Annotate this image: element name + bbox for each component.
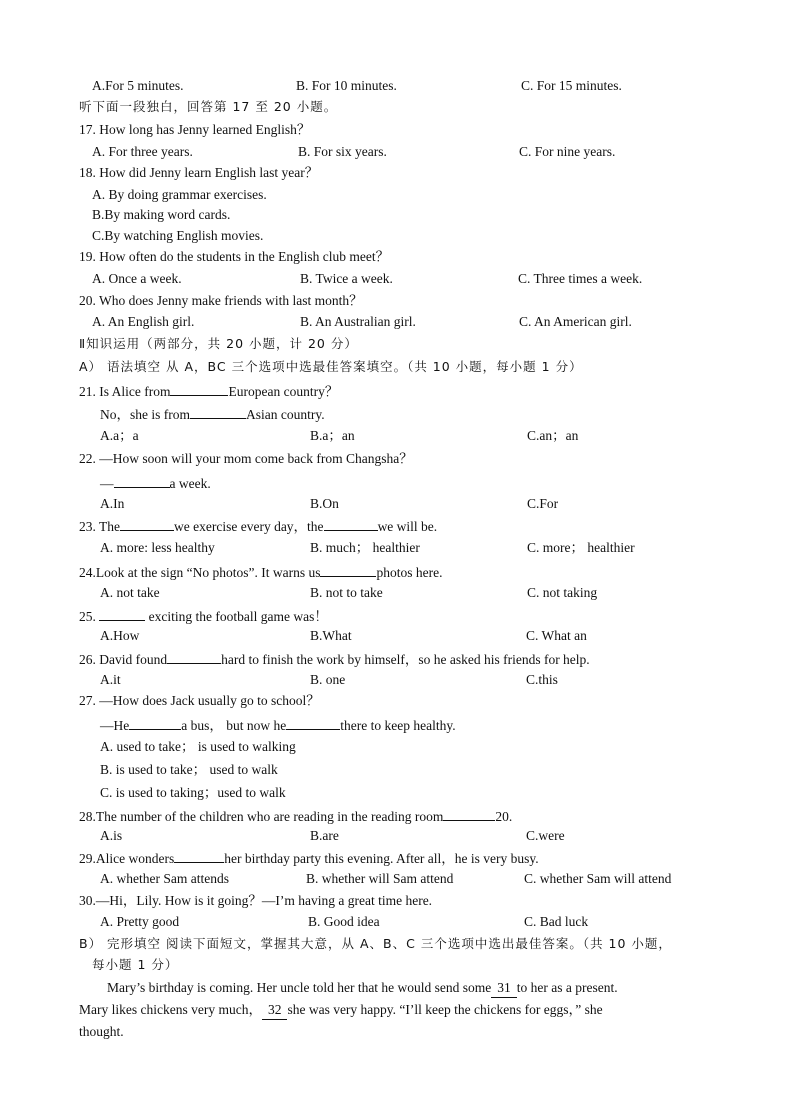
q21-option-b: B.a；an [310, 428, 355, 443]
q25-option-c: C. What an [526, 628, 587, 643]
q18-option-b: B.By making word cards. [92, 207, 231, 222]
q21-reply: No，she is from Asian country. [100, 404, 325, 424]
part-a-title: A） 语法填空 从 A，BC 三个选项中选最佳答案填空。（共 10 小题，每小题 1 分） [79, 359, 583, 374]
blank-31[interactable]: 31 [491, 979, 517, 998]
q25-stem: 25. exciting the football game was！ [79, 606, 328, 626]
q22-option-c: C.For [527, 496, 559, 511]
q19-stem: 19. How often do the students in the English club meet？ [79, 249, 390, 264]
q26-option-c: C.this [526, 672, 558, 687]
q18-option-a: A. By doing grammar exercises. [92, 187, 267, 202]
q18-stem: 18. How did Jenny learn English last year？ [79, 165, 319, 180]
q17-stem: 17. How long has Jenny learned English？ [79, 122, 311, 137]
q16-option-c: C. For 15 minutes. [521, 78, 622, 93]
q23-stem: 23. The we exercise every day，the we will be. [79, 516, 437, 536]
blank-32[interactable]: 32 [262, 1001, 288, 1020]
q25-option-b: B.What [310, 628, 352, 643]
q28-option-b: B.are [310, 828, 339, 843]
q29-option-a: A. whether Sam attends [100, 871, 229, 886]
q22-option-a: A.In [100, 496, 125, 511]
q17-option-c: C. For nine years. [519, 144, 616, 159]
q27-option-b: B. is used to take； used to walk [100, 762, 278, 777]
q25-option-a: A.How [100, 628, 140, 643]
passage-line-1: Mary’s birthday is coming. Her uncle told her that he would send some 31 to her as a present. [107, 979, 618, 998]
q20-stem: 20. Who does Jenny make friends with last month？ [79, 293, 363, 308]
q26-stem: 26. David found hard to finish the work by himself，so he asked his friends for help. [79, 649, 590, 669]
q30-option-a: A. Pretty good [100, 914, 180, 929]
section-2-title: Ⅱ知识运用（两部分，共 20 小题，计 20 分） [79, 336, 358, 351]
q22-stem: 22. —How soon will your mom come back from Changsha？ [79, 451, 413, 466]
q23-option-a: A. more: less healthy [100, 540, 215, 555]
q23-option-c: C. more； healthier [527, 540, 635, 555]
q24-option-c: C. not taking [527, 585, 598, 600]
q28-stem: 28.The number of the children who are reading in the reading room 20. [79, 806, 512, 826]
q27-option-a: A. used to take； is used to walking [100, 739, 296, 754]
q28-option-c: C.were [526, 828, 565, 843]
q24-option-a: A. not take [100, 585, 160, 600]
q29-stem: 29.Alice wonders her birthday party this evening. After all，he is very busy. [79, 848, 539, 868]
q24-option-b: B. not to take [310, 585, 383, 600]
q20-option-c: C. An American girl. [519, 314, 632, 329]
q29-option-c: C. whether Sam will attend [524, 871, 672, 886]
q19-option-a: A. Once a week. [92, 271, 182, 286]
q30-stem: 30.—Hi，Lily. How is it going？—I’m having a great time here. [79, 893, 433, 908]
q21-option-c: C.an；an [527, 428, 579, 443]
passage-line-2: Mary likes chickens very much， 32 she was very happy. “I’ll keep the chickens for eggs，” she [79, 1001, 603, 1020]
q16-option-a: A.For 5 minutes. [92, 78, 184, 93]
q22-reply: — a week. [100, 473, 211, 493]
q30-option-b: B. Good idea [308, 914, 380, 929]
part-b-title: B） 完形填空 阅读下面短文，掌握其大意，从 A、B、C 三个选项中选出最佳答案。（共 10 小题， [79, 936, 672, 951]
q17-option-a: A. For three years. [92, 144, 193, 159]
q30-option-c: C. Bad luck [524, 914, 589, 929]
q29-option-b: B. whether will Sam attend [306, 871, 454, 886]
q17-option-b: B. For six years. [298, 144, 387, 159]
q21-option-a: A.a；a [100, 428, 139, 443]
q28-option-a: A.is [100, 828, 123, 843]
q19-option-c: C. Three times a week. [518, 271, 643, 286]
q23-option-b: B. much； healthier [310, 540, 420, 555]
q26-option-a: A.it [100, 672, 121, 687]
q27-reply: —He a bus， but now he there to keep healthy. [100, 715, 456, 735]
q21-stem: 21. Is Alice from European country？ [79, 381, 338, 401]
q19-option-b: B. Twice a week. [300, 271, 393, 286]
q27-option-c: C. is used to taking；used to walk [100, 785, 286, 800]
q27-stem: 27. —How does Jack usually go to school？ [79, 693, 320, 708]
q22-option-b: B.On [310, 496, 339, 511]
passage-line-3: thought. [79, 1024, 124, 1039]
part-b-title-cont: 每小题 1 分） [92, 957, 179, 972]
q20-option-b: B. An Australian girl. [300, 314, 416, 329]
listening-instruction: 听下面一段独白，回答第 17 至 20 小题。 [79, 99, 338, 114]
q18-option-c: C.By watching English movies. [92, 228, 264, 243]
q16-option-b: B. For 10 minutes. [296, 78, 397, 93]
q26-option-b: B. one [310, 672, 346, 687]
q20-option-a: A. An English girl. [92, 314, 195, 329]
q24-stem: 24.Look at the sign “No photos”. It warns us photos here. [79, 562, 442, 582]
